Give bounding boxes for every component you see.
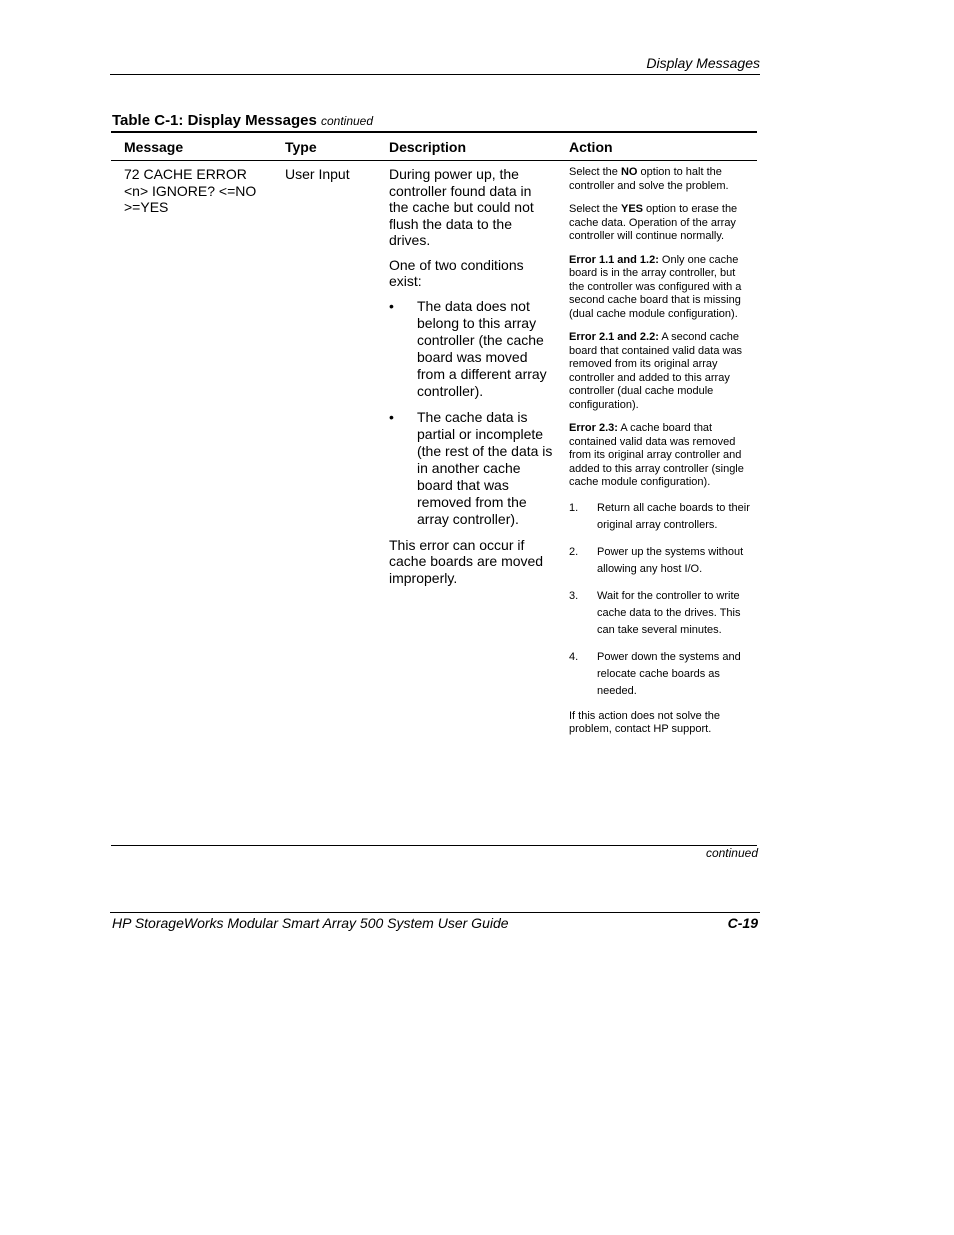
action-keyword-no: NO (620, 166, 638, 178)
list-item (569, 588, 751, 639)
list-item (569, 544, 751, 578)
list-item (389, 298, 554, 400)
step-number: 4. (569, 650, 579, 663)
cell-description (389, 166, 554, 594)
description-paragraph: One of two conditions exist: (389, 256, 524, 289)
error-label: Error 1.1 and 1.2: (569, 253, 659, 266)
column-header-action: Action (569, 139, 613, 155)
footer-rule (110, 912, 760, 913)
step-number: 1. (569, 501, 579, 514)
step-number: 3. (569, 589, 579, 602)
list-item (569, 500, 751, 534)
column-header-description: Description (389, 139, 467, 155)
action-text: option to halt the controller and solve the problem. (569, 166, 729, 192)
list-item (569, 649, 751, 700)
action-text: option to erase the cache data. Operation of the array controller will continue normally. (569, 203, 738, 242)
action-keyword-yes: YES (620, 203, 643, 215)
footer-guide-title: HP StorageWorks Modular Smart Array 500 System User Guide (112, 915, 509, 931)
cell-message: 72 CACHE ERROR <n> IGNORE? <=NO >=YES (124, 166, 257, 215)
step-text: Return all cache boards to their original array controllers. (597, 501, 750, 531)
action-paragraph-yes (569, 203, 751, 244)
error-text: A cache board that contained valid data was removed from its original array controller and added to this array controller (single cache module configuration). (569, 422, 744, 488)
action-error-3 (569, 422, 751, 490)
table-caption-title: Table C-1: Display Messages (112, 112, 317, 129)
bullet-text: The data does not belong to this array controller (the cache board was moved from a different array controller). (417, 297, 547, 399)
bullet-icon: • (389, 297, 394, 314)
continued-note: continued (705, 846, 758, 860)
cell-action (569, 166, 751, 747)
step-text: Wait for the controller to write cache data to the drives. This can take several minutes. (597, 589, 741, 636)
description-paragraph: This error can occur if cache boards are moved improperly. (389, 536, 544, 586)
table-caption-suffix: continued (320, 114, 374, 128)
list-item (389, 409, 554, 528)
error-label: Error 2.1 and 2.2: (569, 331, 659, 343)
error-text: Only one cache board is in the array controller, but the controller was configured with a second cache board that is missing (dual cache module configuration). (569, 253, 742, 320)
step-text: Power up the systems without allowing any host I/O. (597, 545, 744, 575)
description-bullet-list (389, 298, 554, 528)
action-text: Select the (569, 166, 621, 178)
error-text: A second cache board that contained valid data was removed from its original array controller and added to this array controller (dual cache module configuration). (569, 331, 743, 411)
step-number: 2. (569, 545, 579, 558)
description-paragraph: During power up, the controller found data in the cache but could not flush the data to the drives. (389, 166, 534, 248)
error-label: Error 2.3: (569, 422, 618, 434)
action-steps (569, 500, 751, 700)
action-text: Select the (569, 203, 621, 215)
bullet-icon: • (389, 408, 394, 425)
table-top-rule (111, 131, 757, 133)
running-header: Display Messages (646, 55, 760, 71)
step-text: Power down the systems and relocate cache boards as needed. (597, 650, 741, 697)
action-closing: If this action does not solve the problem, contact HP support. (569, 709, 721, 735)
action-error-1 (569, 254, 751, 322)
bullet-text: The cache data is partial or incomplete (the rest of the data is in another cache board that was removed from the array controller). (417, 408, 553, 527)
column-header-message: Message (124, 139, 184, 155)
cell-type: User Input (285, 166, 350, 182)
table-caption (112, 112, 373, 129)
header-rule (110, 74, 760, 75)
column-header-type: Type (285, 139, 317, 155)
action-error-2 (569, 331, 751, 412)
action-paragraph-no (569, 166, 751, 193)
header-divider-rule (111, 160, 757, 161)
footer-page-number: C-19 (727, 915, 758, 931)
